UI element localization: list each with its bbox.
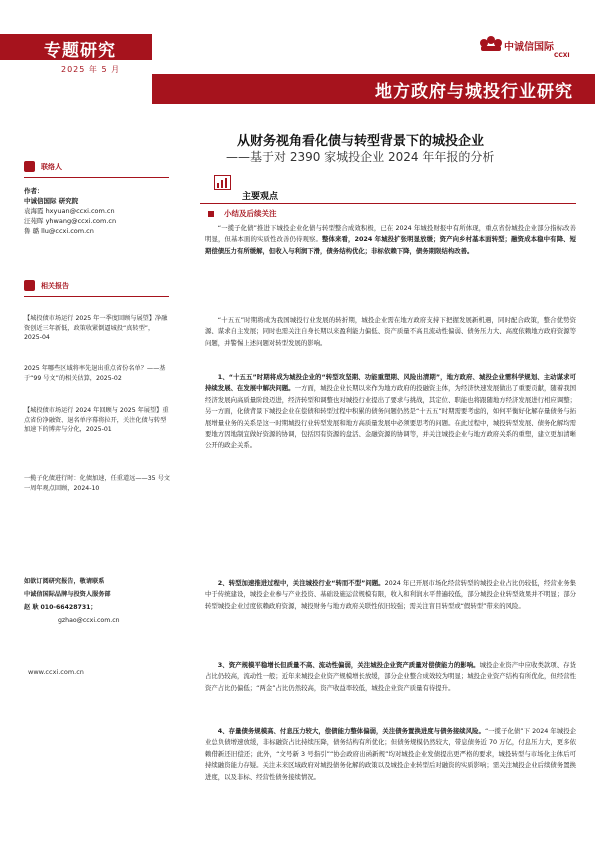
divider — [24, 296, 169, 297]
logo-cn-text: 中诚信国际 — [504, 42, 554, 53]
series-title: 专题研究 — [44, 41, 116, 61]
paragraph: “十五五”时期将成为我国城投行业发展的转折期，城投企业需在地方政府支持下把握发展新机遇，同时配合政策，整合优势资源、谋求自主发展；同时也需关注自身长期以来盈利能力偏低、资产质量不高且流动性偏弱、债务压力大、高度依赖地方政府资源等问题，并警惕上述问题对转型发展的影响。 — [205, 316, 576, 347]
related-report-link[interactable]: 2025 年哪些区域将率先退出重点省份名单？——基于“99 号文”的相关估算，2025-02 — [24, 365, 166, 382]
contact-name: 赵 耿 — [24, 604, 39, 611]
author-line: 汪苑晖 yhwang@ccxi.com.cn — [24, 217, 117, 225]
paragraph: 2、转型加速推进过程中，关注城投行业“转而不型”问题。2024 年已开展市场化经营转型的城投企业占比仍较低，经营业务集中于传统建设，城投企业参与产业投资、基础设施运营规模有限，收入和利润水平普遍较低，部分城投企业转型效果并不明显；部分转型城投企业过度依赖政府资源，城投财务与地方政府关联性依旧较强；需关注盲目转型或“假转型”带来的风险。 — [205, 579, 576, 610]
section-title: 小结及后续关注 — [224, 209, 277, 218]
ccxi-logo — [478, 31, 578, 65]
key-points-heading: 主要观点 — [242, 192, 279, 202]
subscription-contact — [24, 575, 170, 627]
paragraph: 4、存量债务规模高、付息压力较大，偿债能力整体偏弱，关注债务置换进度与债务接续风险。“一揽子化债”下 2024 年城投企业总负债增速放缓，非标融资占比持续压降，债务结构有所优化；但债务规模仍然较大，带息债务近 70 万亿，付息压力大，更多依赖借新还旧偿还；此外，“文号新 3 号指引”“协会政府出函新规”均对城投企业发债提出更严格的要求，城投转型与市场化主体后可持续融资能力存疑。关注未来区域政府对城投债务化解的政策以及城投企业转型后对融资的实质影响；需关注城投企业后续债务置换进度，以及非标、经营性债务接续情况。 — [205, 727, 576, 781]
divider — [24, 177, 169, 178]
ccxi-logo-icon — [478, 34, 504, 54]
logo-en-text: CCXI — [554, 52, 570, 59]
section-bullet-icon — [208, 211, 214, 217]
report-title: 从财务视角看化债与转型背景下的城投企业 — [237, 134, 485, 149]
contact-line: 中诚信国际品牌与投资人服务部 — [24, 591, 111, 598]
author-block — [24, 186, 169, 236]
contact-phone: 010-66428731； — [40, 604, 97, 611]
category-banner-text: 地方政府与城投行业研究 — [375, 82, 573, 102]
report-date: 2025 年 5 月 — [61, 65, 121, 74]
website-link[interactable]: www.ccxi.com.cn — [28, 668, 84, 676]
related-report-link[interactable]: 一揽子化债进行时：化债加速，任重道远——35 号文一周年观点回顾，2024-10 — [24, 475, 170, 492]
author-org: 中诚信国际 研究院 — [24, 197, 79, 205]
paragraph: 1、“十五五”时期将成为城投企业的“转型攻坚期、功能重塑期、风险出清期”，地方政府、城投企业需科学规划、主动谋求可持续发展、在发展中解决问题。一方面，城投企业长期以来作为地方政府的投融资主体，为经济快速发展做出了重要贡献，随着我国经济发展向高质量阶段迈进，经济转型和调整也对城投行业提出了要求与挑战，其定位、职能也将跟随地方经济发展进行相应调整；另一方面，化债背景下城投企业在偿债和转型过程中积累的债务问题仍然是“十五五”时期需要考虑的，如何平衡好化解存量债务与拓展增量业务的关系是这一时期城投行业转型发展和地方高质量发展中必须要思考的问题。在此过程中，城投转型发展、债务化解均需要地方因地制宜做好资源的协调，包括因有资源的盘活、金融资源的协调等，并关注城投企业与地方政府关系的重塑，建立更加清晰公开的政企关系。 — [205, 373, 577, 450]
author-line: 袁海霞 hxyuan@ccxi.com.cn — [24, 207, 115, 215]
divider — [200, 203, 576, 204]
report-icon — [24, 280, 35, 291]
contact-line: 如欲订阅研究报告，敬请联系 — [24, 578, 105, 585]
paragraph: 3、资产规模平稳增长但质量不高、流动性偏弱，关注城投企业资产质量对偿债能力的影响。城投企业资产中应收类款项、存货占比仍较高，流动性一般；近年来城投企业资产规模增长放缓，部分企业整合成效较为明显；城投企业资产结构有所优化，但经营性资产占比仍偏低；“两金”占比仍然较高，资产收益率较低，城投企业资产质量有待提升。 — [205, 661, 576, 692]
related-report-link[interactable]: 【城投债市场运行 2025 年一季度回顾与展望】净融资创近三年新低，政策收紧倒逼城投“真转型”，2025-04 — [24, 315, 168, 341]
paragraph: “一揽子化债”推进下城投企业化债与转型整合成效积极，已在 2024 年城投财报中有所体现，重点省份城投企业部分指标改善明显，但基本面的实质性改善仍待观察。整体来看，2024 年城投扩张明显放缓；资产向乡村基本面转型；融资成本稳中有降、短期偿债压力有所缓解，但收入与利润下滑，债务结构优化；非标依赖下降，债务期限结构改善。 — [205, 224, 576, 255]
author-label: 作者： — [24, 187, 44, 195]
contact-email[interactable]: gzhao@ccxi.com.cn — [58, 617, 120, 624]
category-banner — [152, 74, 595, 104]
report-subtitle: ——基于对 2390 家城投企业 2024 年年报的分析 — [226, 150, 495, 164]
chart-icon — [214, 175, 231, 190]
related-report-link[interactable]: 【城投债市场运行 2024 年回顾与 2025 年展望】重点省份净融资、退名单序幕将拉开，关注化债与转型加速下的博弈与分化，2025-01 — [24, 407, 169, 433]
author-line: 鲁 璐 llu@ccxi.com.cn — [24, 227, 94, 235]
person-icon — [24, 161, 35, 172]
